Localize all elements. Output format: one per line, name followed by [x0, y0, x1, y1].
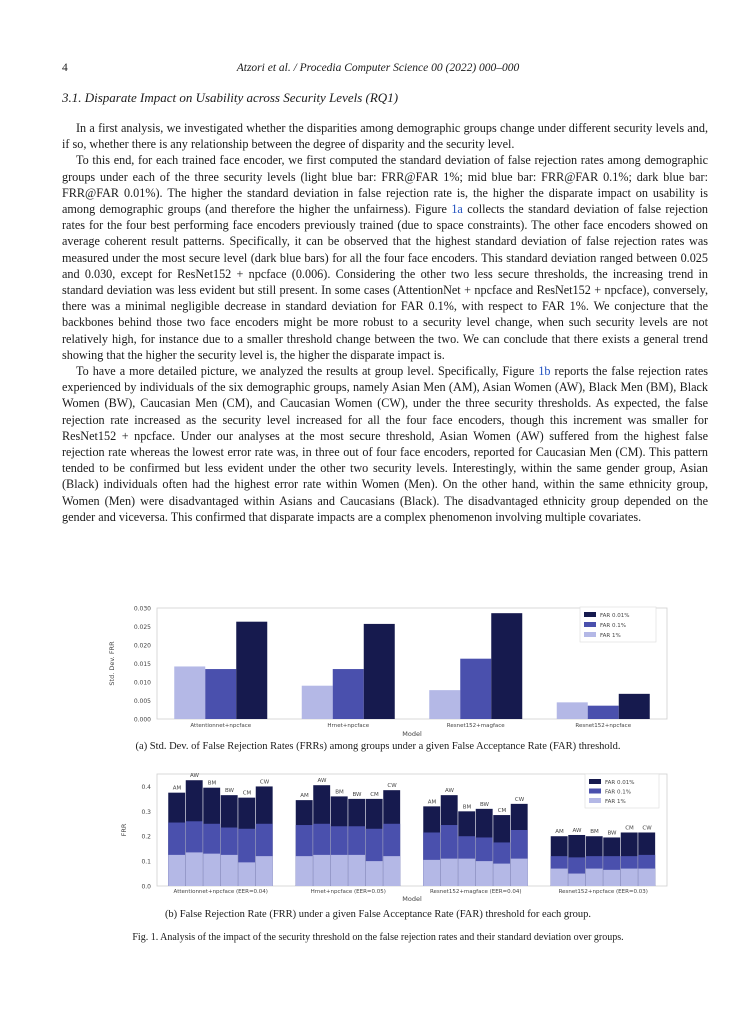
- bar-far1-BM: [586, 869, 603, 886]
- legend-label: FAR 0.01%: [600, 613, 630, 619]
- group-label: CW: [514, 796, 525, 803]
- x-tick-label: Attentionnet+npcface (EER=0.04): [173, 889, 268, 895]
- group-label: AM: [300, 793, 309, 800]
- group-label: AM: [427, 799, 437, 806]
- group-label: AW: [317, 778, 327, 785]
- x-tick-label: Attentionnet+npcface: [190, 723, 252, 729]
- y-axis-label: Std. Dev. FRR: [108, 641, 116, 686]
- chart-b-svg: [62, 770, 694, 906]
- y-tick-label: 0.030: [133, 605, 151, 613]
- bar-far1-AW: [186, 852, 203, 886]
- group-label: BW: [352, 791, 362, 798]
- x-tick-label: Hrnet+npcface: [327, 723, 370, 729]
- y-tick-label: 0.015: [133, 661, 151, 668]
- y-axis-label: FRR: [120, 823, 128, 837]
- group-label: AW: [190, 773, 199, 780]
- bar-FAR1-3: [557, 702, 588, 719]
- y-tick-label: 0.4: [141, 783, 151, 791]
- bar-far1-BW: [603, 870, 620, 886]
- figure-caption: Fig. 1. Analysis of the impact of the security threshold on the false rejection rates and their standard deviation over groups.: [132, 932, 624, 943]
- x-axis-label: Model: [402, 730, 422, 738]
- bar-far1-CW: [638, 869, 655, 886]
- section-title: 3.1. Disparate Impact on Usability across Security Levels (RQ1): [62, 90, 399, 105]
- x-axis-label: Model: [402, 895, 422, 903]
- paragraph-2-part-b: collects the standard deviation of false rejection rates for the four best performing face encoders previously trained (due to space constraints). The other face encoders showed on average coherent result patterns. Specifically, it can be observed that the highest standard deviation of false rejection rates was measured under the most secure level (dark blue bars) for all the four face encoders. This standard deviation ranged between 0.025 and 0.030, except for ResNet152 + npcface (0.006). Considering the other two less secure thresholds, the increasing trend in standard deviation was less evident but still present. In some cases (AttentionNet + npcface and ResNet152 + npcface), conversely, there was a minimal negligible decrease in standard deviation for FAR 0.1%, with respect to FAR 1%. We conjecture that the backbones behind those two face encoders might be more robust to a security level change, when such security levels are not relatively high, for instance due to a smaller threshold change between the two. We can conclude that there exists a general trend showing that the higher the security level is, the higher the disparate impact is.: [62, 202, 709, 362]
- paragraph-1: In a first analysis, we investigated whether the disparities among demographic groups change under different security levels and, if so, whether there is any relationship between the degree of disparity and the security level.: [62, 121, 708, 152]
- legend-label: FAR 1%: [605, 799, 626, 805]
- legend-label: FAR 0.1%: [605, 789, 631, 796]
- figure-1a-link[interactable]: 1a: [451, 202, 463, 217]
- bar-FAR1-1: [302, 686, 333, 719]
- bar-FAR01-3: [588, 706, 619, 719]
- y-tick-label: 0.025: [133, 624, 151, 631]
- group-label: CM: [497, 808, 507, 815]
- bar-FAR001-1: [364, 624, 395, 719]
- bar-far1-BW: [221, 855, 238, 886]
- group-label: BM: [335, 789, 344, 796]
- y-tick-label: 0.1: [141, 858, 151, 866]
- group-label: CW: [387, 783, 397, 790]
- bar-far1-BM: [458, 859, 475, 886]
- page-number: 4: [62, 62, 68, 74]
- y-tick-label: 0.010: [133, 679, 151, 687]
- y-tick-label: 0.3: [141, 808, 151, 816]
- bar-FAR01-2: [460, 659, 491, 719]
- bar-FAR1-0: [174, 666, 205, 719]
- group-label: AM: [555, 829, 564, 836]
- legend-label: FAR 0.1%: [600, 623, 626, 629]
- x-tick-label: Resnet152+magface (EER=0.04): [429, 889, 522, 895]
- group-label: CW: [642, 825, 652, 832]
- group-label: BW: [479, 801, 490, 808]
- group-label: CM: [242, 790, 252, 797]
- legend-swatch: [584, 622, 596, 627]
- group-label: CW: [259, 779, 270, 786]
- paragraph-2: [62, 152, 708, 363]
- bar-far1-AW: [568, 874, 585, 886]
- bar-far1-CW: [511, 859, 528, 886]
- y-tick-label: 0.000: [133, 716, 151, 724]
- bar-far1-CM: [366, 861, 383, 886]
- group-label: BM: [590, 829, 599, 836]
- group-label: CM: [370, 791, 379, 798]
- paragraph-3-part-b: reports the false rejection rates experienced by individuals of the six demographic groups, namely Asian Men (AM), Asian Women (AW), Black Men (BM), Black Women (BW), Caucasian Men (CM), and Caucasian Women (CW), under the three security thresholds. As expected, the false rejection rate increased as the security level increased for all the four face encoders, though this increment was smaller for ResNet152 + npcface. Under our analyses at the most secure threshold, Asian Women (AW) suffered from the highest false rejection rate whereas the lowest error rate was, in three out of four face encoders, reported for Caucasian Men (CM). This pattern tended to be confirmed but less evident under the other two security levels. Interestingly, within the same gender group, Asian (Black) individuals often had the highest error rate within Women (Men). On the other hand, within the same ethnicity group, Women (Men) were disadvantaged within Asians and Caucasians (Black). The disadvantaged ethnicity group depended on the gender and viceversa. This confirmed that disparate impacts are a complex phenomenon involving multiple covariates.: [62, 364, 708, 524]
- bar-far1-CM: [238, 862, 255, 886]
- bar-far1-AM: [168, 855, 185, 886]
- group-label: AW: [445, 788, 454, 795]
- bar-far1-CM: [493, 864, 510, 886]
- body-text: [62, 120, 708, 525]
- figure-1b-link[interactable]: 1b: [538, 364, 551, 379]
- group-label: AW: [572, 827, 582, 834]
- group-label: BM: [207, 780, 217, 787]
- paragraph-2-part-a: To this end, for each trained face encoder, we first computed the standard deviation of false rejection rates among demographic groups under each of the three security levels (light blue bar: FRR@FAR 1%; mid blue bar: FRR@FAR 0.1%; dark blue bar: FRR@FAR 0.01%). The higher the standard deviation in false rejection rate is, the higher the disparate impact on usability is among demographic groups (and therefore the higher the unfairness). Figure: [62, 153, 708, 217]
- group-label: BM: [462, 804, 472, 811]
- legend-label: FAR 1%: [600, 633, 621, 639]
- bar-far1-BW: [476, 861, 493, 886]
- x-tick-label: Resnet152+npcface: [575, 723, 632, 729]
- legend-swatch: [584, 632, 596, 637]
- bar-FAR001-0: [236, 622, 267, 719]
- bar-FAR1-2: [429, 690, 460, 719]
- legend-swatch: [584, 612, 596, 617]
- bar-far1-BM: [331, 855, 348, 886]
- bar-far1-CW: [256, 856, 273, 886]
- bar-FAR001-2: [491, 613, 522, 719]
- chart-std-dev-frr: [62, 600, 694, 738]
- group-label: CM: [625, 825, 634, 832]
- bar-far1-BW: [348, 855, 365, 886]
- paragraph-3-part-a: To have a more detailed picture, we analyzed the results at group level. Specifically, Figure: [76, 364, 539, 379]
- y-tick-label: 0.005: [133, 698, 151, 705]
- bar-FAR01-1: [333, 669, 364, 719]
- y-tick-label: 0.0: [141, 883, 151, 891]
- group-label: AM: [172, 785, 182, 792]
- chart-a-svg: [62, 600, 694, 738]
- legend-label: FAR 0.01%: [605, 780, 635, 786]
- x-tick-label: Resnet152+magface: [446, 723, 505, 729]
- bar-FAR001-3: [619, 694, 650, 719]
- y-tick-label: 0.020: [133, 642, 151, 650]
- x-tick-label: Hrnet+npcface (EER=0.05): [310, 889, 386, 895]
- bar-far1-AM: [423, 860, 440, 886]
- bar-far1-AW: [441, 859, 458, 886]
- running-head: Atzori et al. / Procedia Computer Science 00 (2022) 000–000: [236, 62, 520, 74]
- group-label: BW: [607, 830, 617, 837]
- y-tick-label: 0.2: [141, 833, 151, 841]
- chart-frr-groups: [62, 770, 694, 906]
- bar-far1-AM: [551, 869, 568, 886]
- bar-far1-AM: [296, 856, 313, 886]
- paragraph-3: [62, 363, 708, 525]
- bar-far1-AW: [313, 855, 330, 886]
- legend-swatch: [589, 798, 601, 803]
- group-label: BW: [224, 788, 235, 795]
- bar-far1-BM: [203, 854, 220, 886]
- legend-swatch: [589, 779, 601, 784]
- caption-a: (a) Std. Dev. of False Rejection Rates (FRRs) among groups under a given False Acceptance Rate (FAR) threshold.: [135, 741, 621, 752]
- bar-far1-CW: [383, 856, 400, 886]
- legend-swatch: [589, 789, 601, 794]
- bar-far1-CM: [621, 869, 638, 886]
- x-tick-label: Resnet152+npcface (EER=0.03): [558, 889, 648, 895]
- caption-b: (b) False Rejection Rate (FRR) under a given False Acceptance Rate (FAR) threshold for each group.: [164, 909, 592, 920]
- bar-FAR01-0: [205, 669, 236, 719]
